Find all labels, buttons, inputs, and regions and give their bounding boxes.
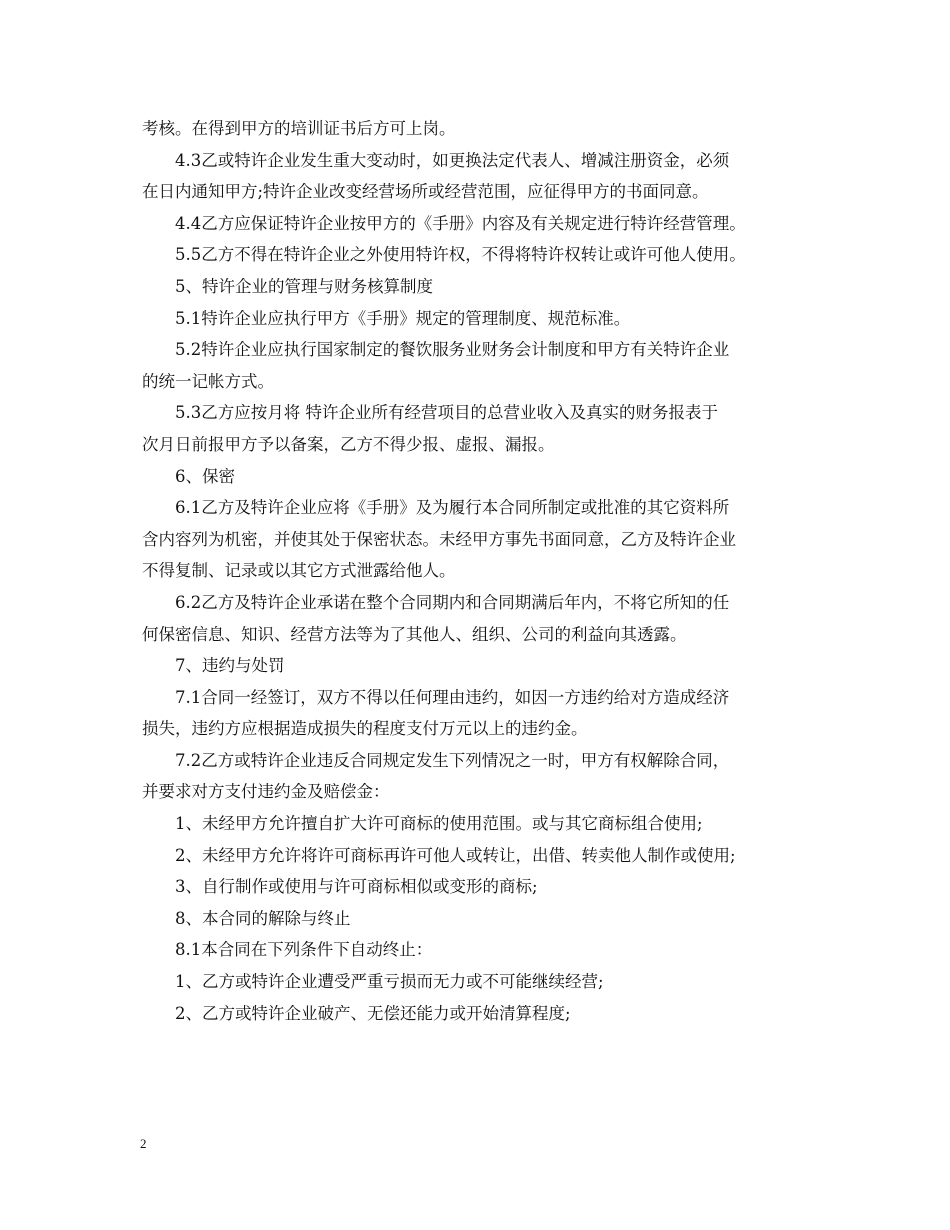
- text-line: 2、未经甲方允许将许可商标再许可他人或转让，出借、转卖他人制作或使用;: [175, 845, 736, 865]
- text-line: 5.3乙方应按月将 特许企业所有经营项目的总营业收入及真实的财务报表于: [175, 403, 718, 423]
- text-line: 不得复制、记录或以其它方式泄露给他人。: [142, 561, 456, 581]
- text-line: 6、保密: [175, 466, 235, 486]
- text-line: 7.1合同一经签订，双方不得以任何理由违约，如因一方违约给对方造成经济: [175, 687, 730, 707]
- text-line: 2、乙方或特许企业破产、无偿还能力或开始清算程度;: [175, 1003, 571, 1023]
- text-line: 1、未经甲方允许擅自扩大许可商标的使用范围。或与其它商标组合使用;: [175, 814, 703, 834]
- text-line: 8.1本合同在下列条件下自动终止：: [175, 940, 433, 960]
- text-line: 考核。在得到甲方的培训证书后方可上岗。: [142, 119, 456, 138]
- text-line: 6.1乙方及特许企业应将《手册》及为履行本合同所制定或批准的其它资料所: [175, 498, 730, 518]
- page-number: 2: [140, 1136, 147, 1151]
- text-line: 7、违约与处罚: [175, 656, 285, 676]
- text-line: 5、特许企业的管理与财务核算制度: [175, 276, 433, 296]
- text-line: 3、自行制作或使用与许可商标相似或变形的商标;: [175, 877, 538, 897]
- text-line: 损失，违约方应根据造成损失的程度支付万元以上的违约金。: [142, 719, 588, 739]
- text-line: 7.2乙方或特许企业违反合同规定发生下列情况之一时，甲方有权解除合同，: [175, 750, 730, 770]
- text-line: 4.4乙方应保证特许企业按甲方的《手册》内容及有关规定进行特许经营管理。: [175, 213, 746, 233]
- text-line: 1、乙方或特许企业遭受严重亏损而无力或不可能继续经营;: [175, 972, 604, 992]
- text-line: 5.1特许企业应执行甲方《手册》规定的管理制度、规范标准。: [175, 308, 631, 328]
- document-body: [142, 113, 812, 1029]
- text-line: 次月日前报甲方予以备案，乙方不得少报、虚报、漏报。: [142, 434, 555, 454]
- text-line: 含内容列为机密，并使其处于保密状态。未经甲方事先书面同意，乙方及特许企业: [142, 529, 736, 549]
- text-line: 的统一记帐方式。: [142, 371, 274, 391]
- text-line: 何保密信息、知识、经营方法等为了其他人、组织、公司的利益向其透露。: [142, 624, 687, 644]
- text-line: 5.5乙方不得在特许企业之外使用特许权，不得将特许权转让或许可他人使用。: [175, 245, 746, 265]
- text-line: 8、本合同的解除与终止: [175, 908, 351, 928]
- text-line: 5.2特许企业应执行国家制定的餐饮服务业财务会计制度和甲方有关特许企业: [175, 340, 730, 360]
- text-line: 6.2乙方及特许企业承诺在整个合同期内和合同期满后年内，不将它所知的任: [175, 592, 730, 612]
- text-line: 并要求对方支付违约金及赔偿金：: [142, 782, 390, 802]
- text-line: 4.3乙或特许企业发生重大变动时，如更换法定代表人、增减注册资金，必须: [175, 150, 730, 170]
- text-line: 在日内通知甲方;特许企业改变经营场所或经营范围，应征得甲方的书面同意。: [142, 182, 709, 202]
